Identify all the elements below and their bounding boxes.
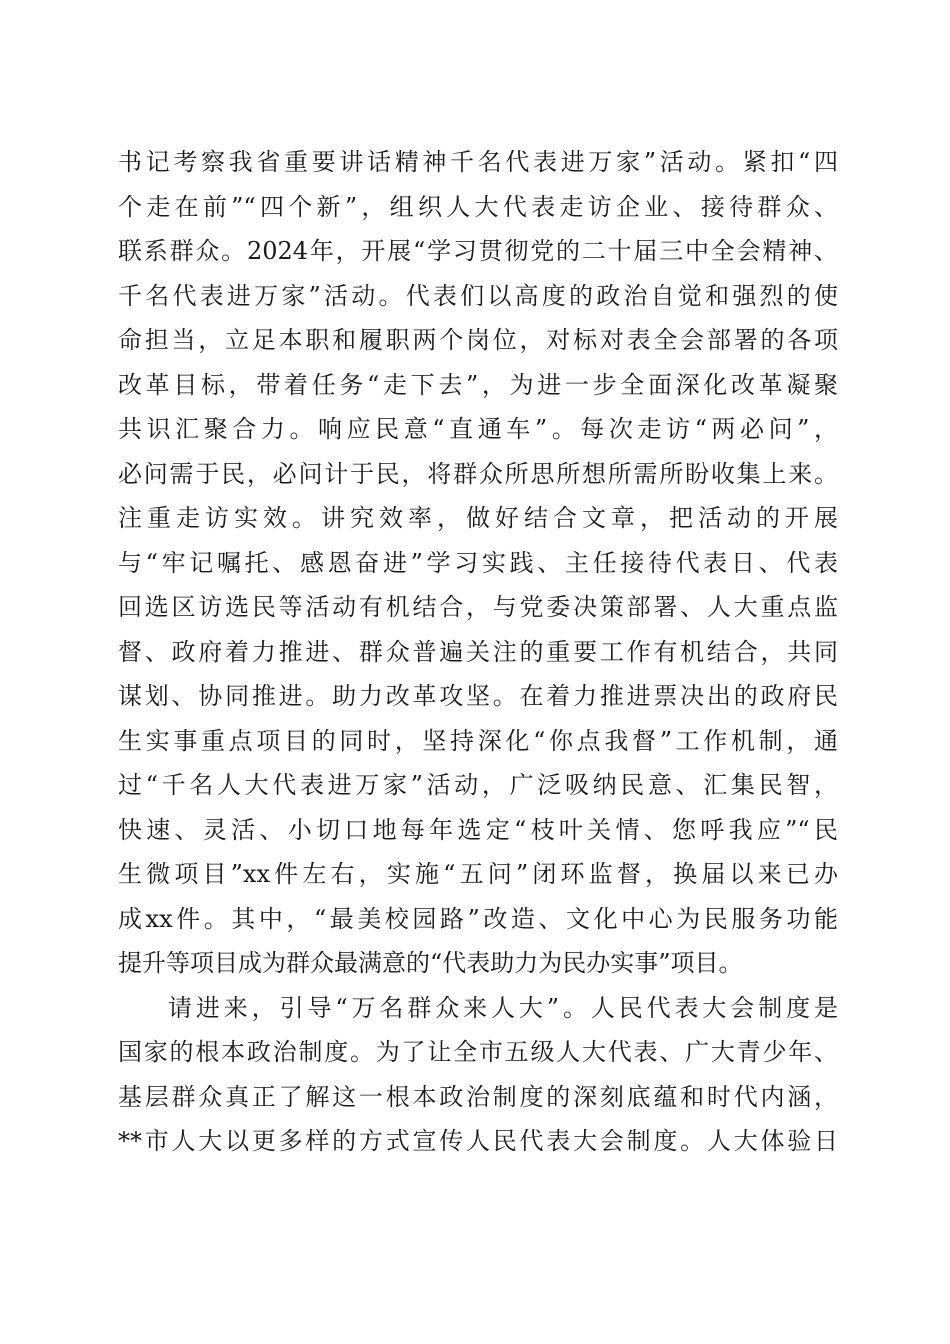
- text-line: 千名代表进万家”活动。代表们以高度的政治自觉和强烈的使: [118, 281, 838, 310]
- text-line: 注重走访实效。讲究效率，做好结合文章，把活动的开展: [118, 504, 838, 532]
- text-line: 必问需于民，必问计于民，将群众所思所想所需所盼收集上来。: [118, 459, 838, 488]
- text-line: 生微项目”xx件左右，实施“五问”闭环监督，换届以来已办: [118, 860, 838, 888]
- body-text: [118, 140, 838, 1164]
- text-line: 提升等项目成为群众最满意的“代表助力为民办实事”项目。: [118, 949, 743, 977]
- text-line: 共识汇聚合力。响应民意“直通车”。每次走访“两必问”，: [118, 415, 838, 443]
- text-line: 回选区访选民等活动有机结合，与党委决策部署、人大重点监: [118, 593, 838, 621]
- text-line: 基层群众真正了解这一根本政治制度的深刻底蕴和时代内涵，: [118, 1082, 838, 1111]
- text-line: 个走在前”“四个新”，组织人大代表走访企业、接待群众、: [118, 192, 838, 221]
- text-line: 书记考察我省重要讲话精神千名代表进万家”活动。紧扣“四: [118, 148, 838, 176]
- text-line: 生实事重点项目的同时，坚持深化“你点我督”工作机制，通: [118, 726, 838, 755]
- text-line: 国家的根本政治制度。为了让全市五级人大代表、广大青少年、: [118, 1038, 838, 1066]
- text-line: 成xx件。其中，“最美校园路”改造、文化中心为民服务功能: [118, 904, 838, 933]
- paragraph-first-line: 请进来，引导“万名群众来人大”。人民代表大会制度是: [168, 993, 838, 1022]
- text-line: **市人大以更多样的方式宣传人民代表大会制度。人大体验日: [118, 1127, 838, 1155]
- text-line: 过“千名人大代表进万家”活动，广泛吸纳民意、汇集民智，: [118, 771, 838, 799]
- text-line: 快速、灵活、小切口地每年选定“枝叶关情、您呼我应”“民: [118, 815, 838, 844]
- text-line: 与“牢记嘱托、感恩奋进”学习实践、主任接待代表日、代表: [118, 548, 838, 577]
- text-line: 谋划、协同推进。助力改革攻坚。在着力推进票决出的政府民: [118, 682, 838, 710]
- text-line: 督、政府着力推进、群众普遍关注的重要工作有机结合，共同: [118, 637, 838, 666]
- text-line: 改革目标，带着任务“走下去”，为进一步全面深化改革凝聚: [118, 370, 838, 399]
- text-line: 联系群众。2024年，开展“学习贯彻党的二十届三中全会精神、: [118, 237, 838, 265]
- text-line: 命担当，立足本职和履职两个岗位，对标对表全会部署的各项: [118, 326, 838, 354]
